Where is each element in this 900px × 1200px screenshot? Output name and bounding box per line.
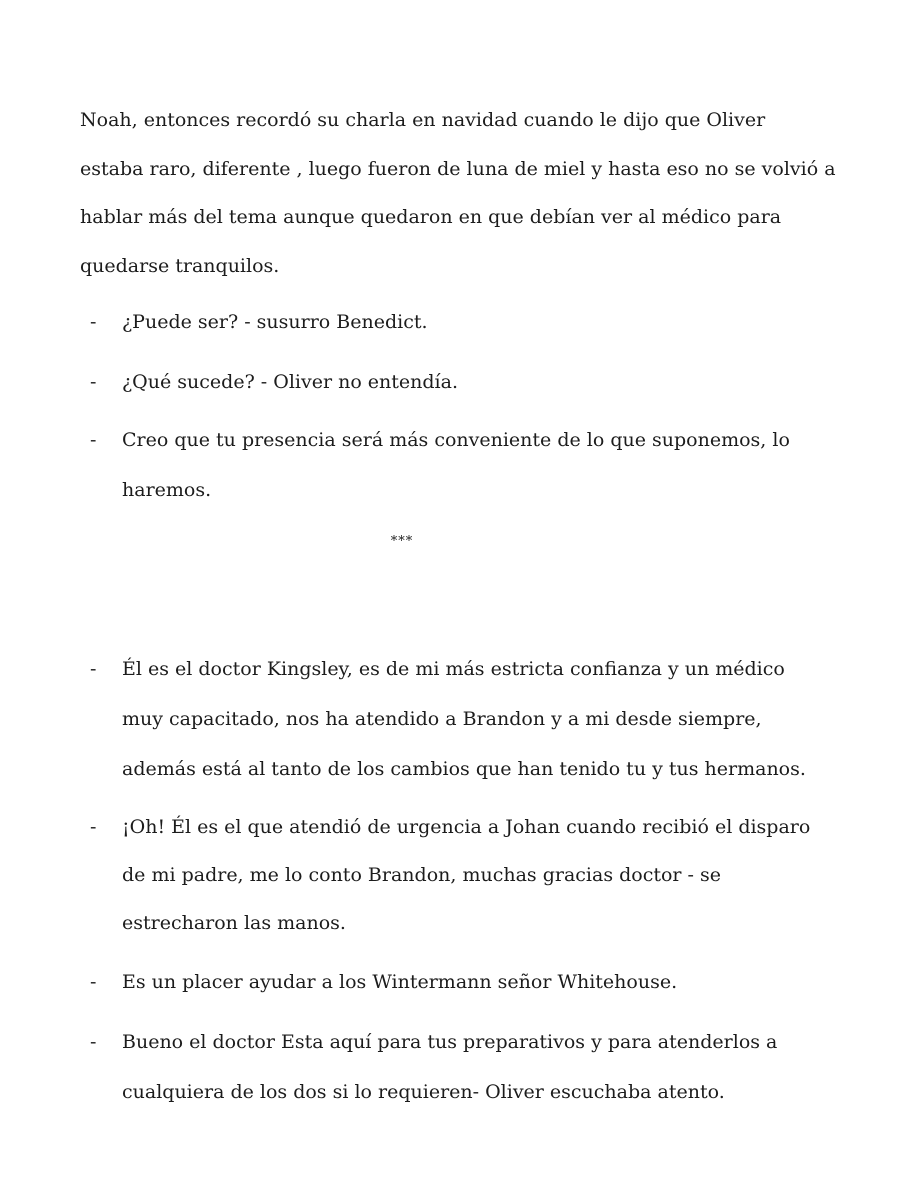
- paragraph-line: estaba raro, diferente , luego fueron de luna de miel y hasta eso no se volvió a: [80, 157, 836, 180]
- dialogue-line: cualquiera de los dos si lo requieren- Oliver escuchaba atento.: [122, 1081, 725, 1103]
- dialogue-dash: -: [90, 816, 97, 838]
- dialogue-line: Él es el doctor Kingsley, es de mi más estricta confianza y un médico: [122, 658, 785, 680]
- dialogue-line: estrecharon las manos.: [122, 912, 346, 934]
- dialogue-line: ¡Oh! Él es el que atendió de urgencia a Johan cuando recibió el disparo: [122, 816, 811, 838]
- dialogue-dash: -: [90, 429, 97, 451]
- dialogue-line: Creo que tu presencia será más conveniente de lo que suponemos, lo: [122, 429, 790, 451]
- dialogue-line: ¿Qué sucede? - Oliver no entendía.: [122, 371, 458, 393]
- dialogue-line: Bueno el doctor Esta aquí para tus preparativos y para atenderlos a: [122, 1031, 778, 1053]
- paragraph-line: hablar más del tema aunque quedaron en que debían ver al médico para: [80, 206, 782, 228]
- dialogue-line: de mi padre, me lo conto Brandon, muchas gracias doctor - se: [122, 864, 722, 886]
- dialogue-line: ¿Puede ser? - susurro Benedict.: [122, 311, 428, 333]
- dialogue-line: Es un placer ayudar a los Wintermann señor Whitehouse.: [122, 971, 678, 993]
- narrative-paragraph: [80, 96, 836, 290]
- dialogue-line: además está al tanto de los cambios que han tenido tu y tus hermanos.: [122, 758, 806, 780]
- dialogue-dash: -: [90, 971, 97, 993]
- scene-separator: ***: [390, 534, 414, 549]
- dialogue-dash: -: [90, 1031, 97, 1053]
- dialogue-dash: -: [90, 311, 97, 333]
- dialogue-line: muy capacitado, nos ha atendido a Brandon y a mi desde siempre,: [122, 708, 762, 730]
- dialogue-line: haremos.: [122, 479, 212, 501]
- paragraph-line: quedarse tranquilos.: [80, 254, 280, 277]
- dialogue-dash: -: [90, 371, 97, 393]
- paragraph-line: Noah, entonces recordó su charla en navidad cuando le dijo que Oliver: [80, 109, 766, 131]
- dialogue-dash: -: [90, 658, 97, 680]
